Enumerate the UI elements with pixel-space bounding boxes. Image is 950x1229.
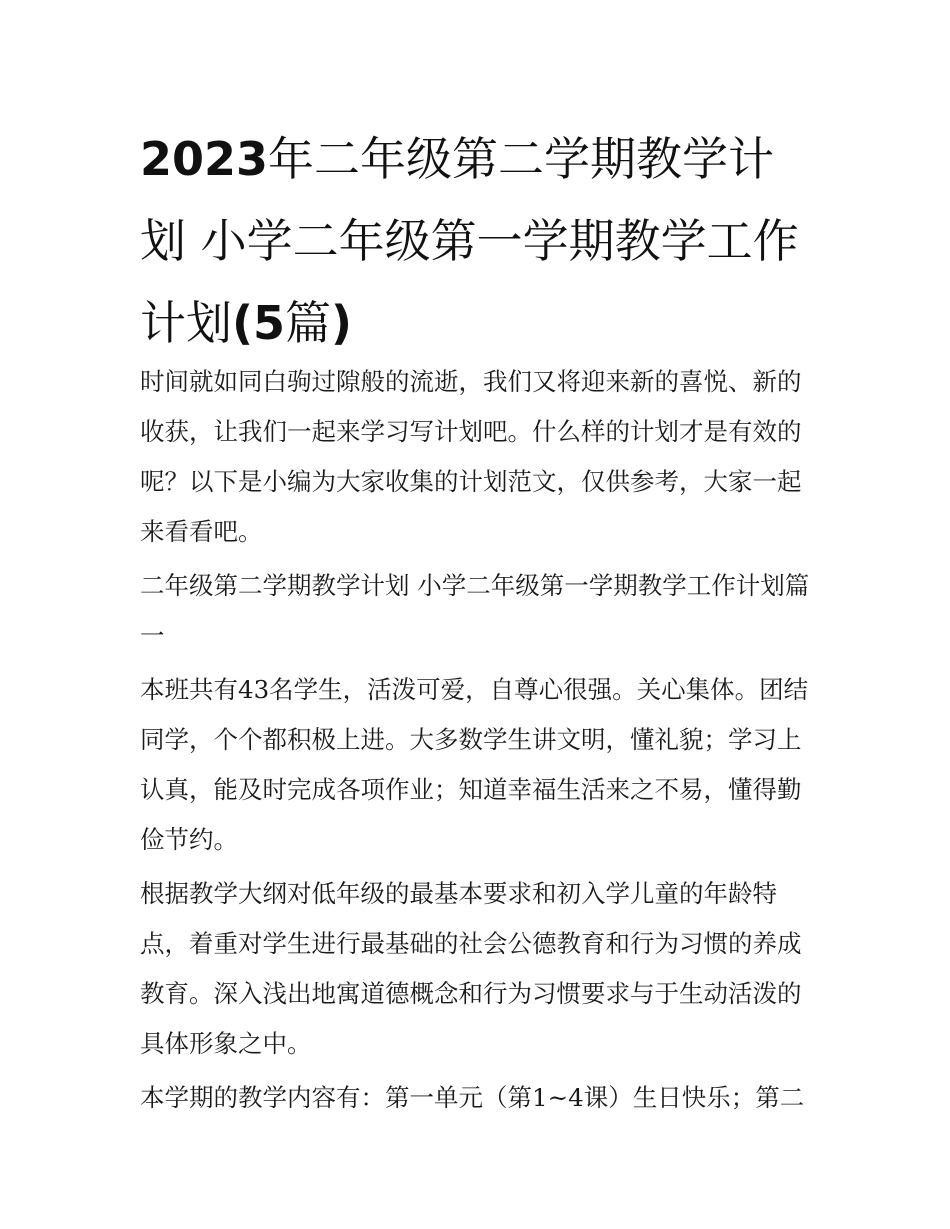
section-heading: 二年级第二学期教学计划 小学二年级第一学期教学工作计划篇一 [140, 571, 810, 650]
body-paragraph: 根据教学大纲对低年级的最基本要求和初入学儿童的年龄特点，着重对学生进行最基础的社会公德教育和行为习惯的养成教育。深入浅出地寓道德概念和行为习惯要求与于生动活泼的具体形象之中。 [140, 879, 802, 1058]
intro-paragraph: 时间就如同白驹过隙般的流逝，我们又将迎来新的喜悦、新的收获，让我们一起来学习写计划吧。什么样的计划才是有效的呢？以下是小编为大家收集的计划范文，仅供参考，大家一起来看看吧。 [140, 367, 802, 546]
body-paragraph: 本班共有43名学生，活泼可爱，自尊心很强。关心集体。团结同学，个个都积极上进。大多数学生讲文明，懂礼貌；学习上认真，能及时完成各项作业；知道幸福生活来之不易，懂得勤俭节约。 [140, 675, 809, 854]
document-title: 2023年二年级第二学期教学计划 小学二年级第一学期教学工作计划(5篇) [140, 132, 799, 350]
document-body [140, 357, 812, 1127]
body-paragraph: 本学期的教学内容有：第一单元（第1~4课）生日快乐；第二 [140, 1083, 805, 1112]
